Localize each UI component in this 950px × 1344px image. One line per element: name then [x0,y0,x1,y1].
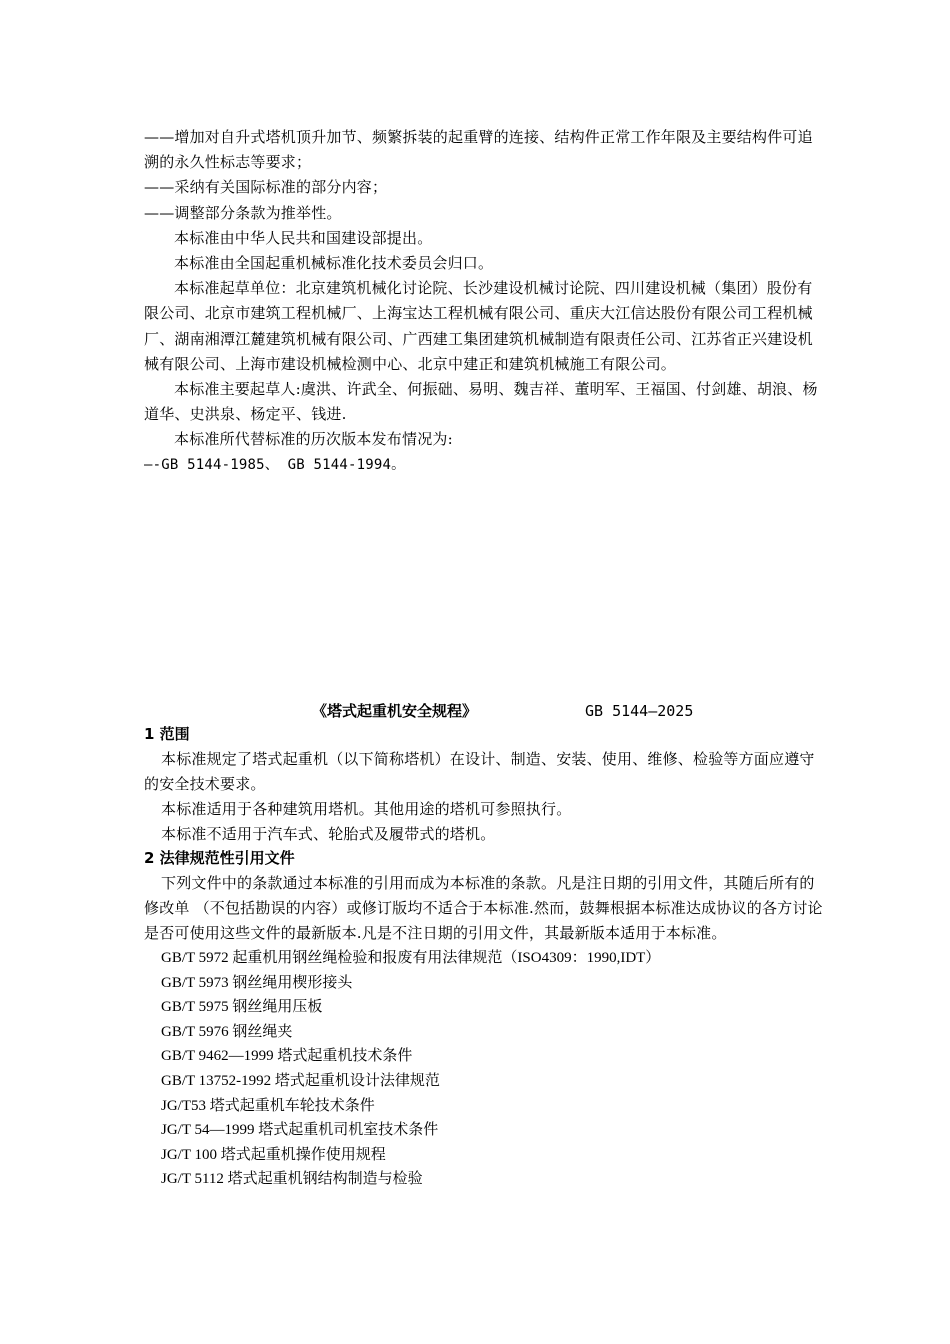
scope-para-2: 本标准适用于各种建筑用塔机。其他用途的塔机可参照执行。 [161,799,572,818]
reference-item: GB/T 5972 起重机用钢丝绳检验和报废有用法律规范（ISO4309：1990,IDT） [161,950,661,967]
scope-para-1: 本标准规定了塔式起重机（以下简称塔机）在设计、制造、安装、使用、维修、检验等方面应遵守的安全技术要求。 [144,749,815,793]
history-text: —-GB 5144-1985、 GB 5144-1994。 [144,456,406,473]
managed-by-text: 本标准由全国起重机械标准化技术委员会归口。 [174,254,494,273]
standard-title-row [0,699,950,723]
reference-item: GB/T 13752-1992 塔式起重机设计法律规范 [161,1073,440,1090]
reference-item: GB/T 5973 钢丝绳用楔形接头 [161,974,353,991]
reference-item: JG/T 54—1999 塔式起重机司机室技术条件 [161,1122,439,1139]
scope-para-3: 本标准不适用于汽车式、轮胎式及履带式的塔机。 [161,825,496,844]
section-1-heading: 1 范围 [144,725,190,743]
reference-item: JG/T53 塔式起重机车轮技术条件 [161,1097,375,1114]
foreword-item-3: ——调整部分条款为推举性。 [144,203,342,222]
drafters-text: 本标准主要起草人:虞洪、许武全、何振础、易明、魏吉祥、董明军、王福国、付剑雄、胡浪、杨道华、史洪泉、杨定平、钱进. [144,380,818,424]
proposed-by-text: 本标准由中华人民共和国建设部提出。 [174,228,433,247]
reference-item: GB/T 5975 钢丝绳用压板 [161,999,323,1016]
reference-list [144,946,824,1192]
reference-item: JG/T 100 塔式起重机操作使用规程 [161,1146,386,1163]
standard-code: GB 5144—2025 [585,702,694,720]
reference-item: GB/T 5976 钢丝绳夹 [161,1023,293,1040]
reference-item: JG/T 5112 塔式起重机钢结构制造与检验 [161,1171,423,1188]
drafting-units-text: 本标准起草单位：北京建筑机械化讨论院、长沙建设机械讨论院、四川建设机械（集团）股份有限公司、北京市建筑工程机械厂、上海宝达工程机械有限公司、重庆大江信达股份有限公司工程机械厂、湖南湘潭江麓建筑机械有限公司、广西建工集团建筑机械制造有限责任公司、江苏省正兴建设机械有限公司、上海市建设机械检测中心、北京中建正和建筑机械施工有限公司。 [144,279,813,373]
standard-title: 《塔式起重机安全规程》 [312,702,478,720]
section-2-heading: 2 法律规范性引用文件 [144,849,295,867]
foreword-item-1: ——增加对自升式塔机顶升加节、频繁拆装的起重臂的连接、结构件正常工作年限及主要结构件可追溯的永久性标志等要求； [144,128,813,172]
references-intro: 下列文件中的条款通过本标准的引用而成为本标准的条款。凡是注日期的引用文件，其随后所有的修改单 （不包括勘误的内容）或修订版均不适合于本标准.然而，鼓舞根据本标准达成协议的各方讨论是否可使用这些文件的最新版本.凡是不注日期的引用文件，其最新版本适用于本标准。 [144,873,823,942]
foreword-item-2: ——采纳有关国际标准的部分内容； [144,178,388,197]
reference-item: GB/T 9462—1999 塔式起重机技术条件 [161,1048,413,1065]
section-scope [144,722,824,847]
history-intro-text: 本标准所代替标准的历次版本发布情况为: [174,430,453,449]
foreword-section [144,125,824,478]
section-references [144,846,824,1192]
